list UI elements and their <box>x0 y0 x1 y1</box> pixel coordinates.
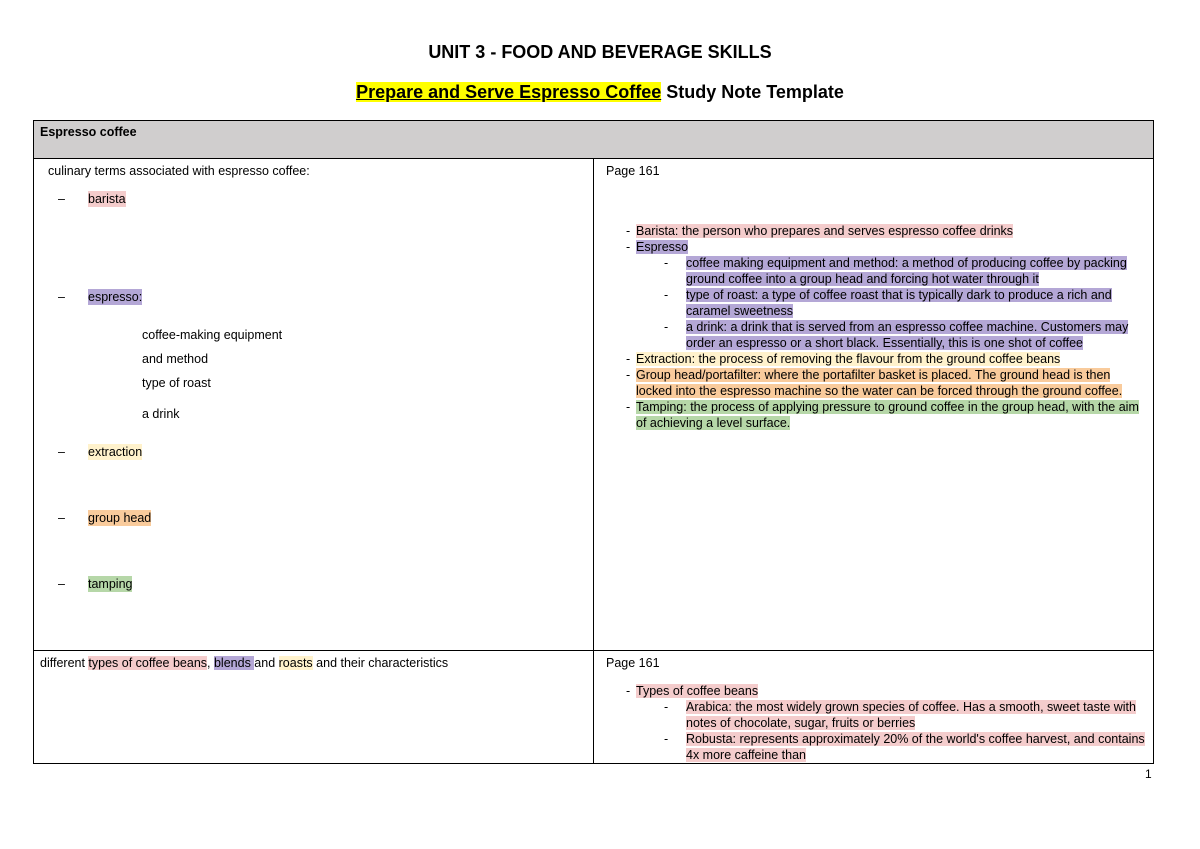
terms-intro: culinary terms associated with espresso coffee: <box>48 164 310 178</box>
definitions-cell <box>594 159 1154 651</box>
espresso-sub-item: and method <box>142 352 209 366</box>
definitions-list <box>606 223 1147 431</box>
term-barista: – barista <box>58 192 126 206</box>
section-header: Espresso coffee <box>34 121 1154 159</box>
term-label: group head <box>88 511 152 525</box>
terms-cell <box>34 159 594 651</box>
espresso-sub-item: coffee-making equipment <box>142 328 283 342</box>
list-item: - Arabica: the most widely grown species of coffee. Has a smooth, sweet taste with notes of chocolate, sugar, fruits or berries <box>664 700 1136 730</box>
term-espresso: – espresso: <box>58 290 143 304</box>
term-tamping: – tamping <box>58 577 133 591</box>
page-reference: Page 161 <box>606 164 660 178</box>
espresso-sub-item: a drink <box>142 407 180 421</box>
document-subtitle <box>0 82 1200 103</box>
study-note-table <box>33 120 1154 764</box>
subtitle-rest: Study Note Template <box>661 82 844 102</box>
list-item: - type of roast: a type of coffee roast that is typically dark to produce a rich and caramel sweetness <box>664 288 1112 318</box>
list-item: - coffee making equipment and method: a method of producing coffee by packing ground coffee into a group head and forcing hot water through it <box>664 256 1127 286</box>
term-label: extraction <box>88 445 143 459</box>
notes-list <box>606 683 1147 763</box>
term-group-head: – group head <box>58 511 152 525</box>
list-item: - Robusta: represents approximately 20% of the world's coffee harvest, and contains 4x more caffeine than <box>664 732 1145 762</box>
list-item: - Types of coffee beans - Arabica: the most widely grown species of coffee. Has a smooth, sweet taste with notes of chocolate, sugar, fruits or berries - Robusta: represents approximately 20% of the world's coffee harvest, and contains 4x more caffeine than <box>606 683 1147 763</box>
unit-title: UNIT 3 - FOOD AND BEVERAGE SKILLS <box>428 42 772 62</box>
term-label: barista <box>88 192 126 206</box>
topic-cell <box>34 651 594 764</box>
list-item: - Group head/portafilter: where the portafilter basket is placed. The ground head is then locked into the espresso machine so the water can be forced through the ground coffee. <box>626 368 1123 398</box>
table-row <box>34 651 1154 764</box>
topic-text: different types of coffee beans, blends and roasts and their characteristics <box>40 656 449 670</box>
term-extraction: – extraction <box>58 445 143 459</box>
list-item: - Barista: the person who prepares and serves espresso coffee drinks <box>626 224 1014 238</box>
term-label: tamping <box>88 577 133 591</box>
list-item: - Espresso - coffee making equipment and method: a method of producing coffee by packing ground coffee into a group head and forcing hot water through it - type of roast: a type of coffee roast that is typically dark to produce a rich and caramel sweetness - a drink: a drink that is served from an espresso coffee machine. Customers may order an espresso or a short black. Essentially, this is one shot of coffee <box>606 239 1147 351</box>
subtitle-highlight: Prepare and Serve Espresso Coffee <box>356 82 662 102</box>
beans-sublist <box>636 699 1147 763</box>
list-item: - Extraction: the process of removing the flavour from the ground coffee beans <box>626 352 1061 366</box>
espresso-sublist <box>636 255 1147 351</box>
page-number: 1 <box>1145 767 1152 781</box>
notes-cell <box>594 651 1154 764</box>
page-reference: Page 161 <box>606 656 660 670</box>
term-label: espresso: <box>88 290 143 304</box>
table-row <box>34 159 1154 651</box>
list-item: - a drink: a drink that is served from an espresso coffee machine. Customers may order an espresso or a short black. Essentially, this is one shot of coffee <box>664 320 1129 350</box>
espresso-sub-item: type of roast <box>142 376 211 390</box>
list-item: - Tamping: the process of applying pressure to ground coffee in the group head, with the aim of achieving a level surface. <box>626 400 1139 430</box>
